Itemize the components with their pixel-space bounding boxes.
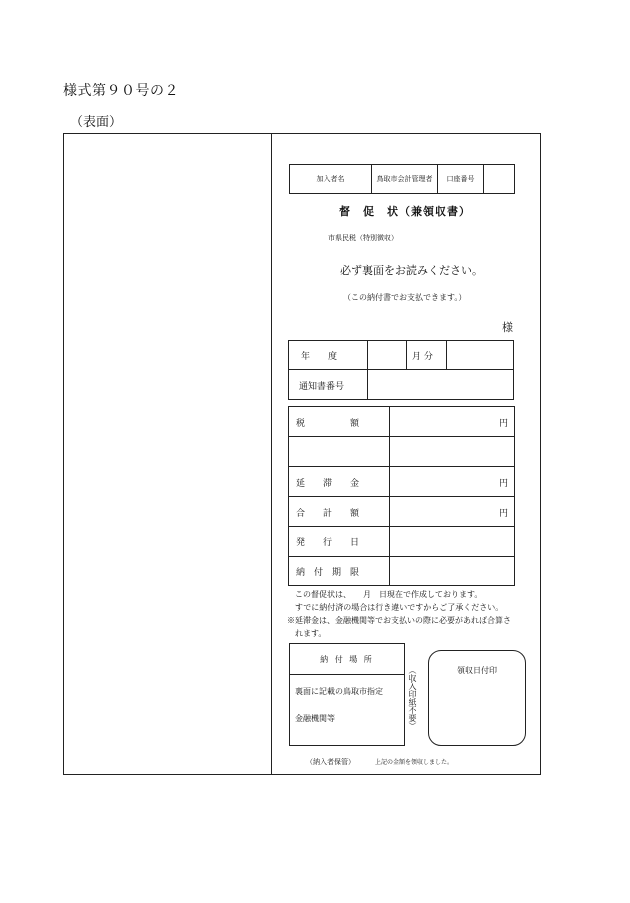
receipt-stamp-label: 領収日付印: [457, 666, 497, 675]
payment-place-box: [289, 643, 405, 746]
note-1: この督促状は、 月 日現在で作成しております。: [295, 590, 483, 599]
accountant-cell: 鳥取市会計管理者: [372, 165, 438, 193]
header-strip: [289, 164, 515, 194]
note-4: れます。: [295, 629, 327, 638]
account-value-cell: [484, 165, 514, 193]
fold-divider: [271, 133, 272, 775]
payer-copy-label: （納入者保管）: [306, 758, 355, 766]
payment-place-line2: 金融機関等: [295, 714, 335, 723]
month-label: 月 分: [412, 352, 433, 362]
late-fee-label: 延 滞 金: [296, 479, 360, 489]
tax-amount-label: 税 額: [296, 419, 360, 429]
late-fee-yen: 円: [498, 479, 508, 489]
form-number: 様式第９０号の２: [63, 83, 179, 99]
year-table: [288, 340, 514, 400]
tax-yen: 円: [498, 419, 508, 429]
payment-place-header: 納 付 場 所: [290, 644, 404, 675]
notice-number-label: 通知書番号: [299, 382, 345, 392]
stamp-exempt-note: （収入印紙不要）: [408, 666, 417, 730]
payment-note: （この納付書でお支払できます。）: [343, 293, 467, 302]
honorific: 様: [502, 321, 513, 334]
note-2: すでに納付済の場合は行き違いですからご了承ください。: [295, 603, 504, 612]
subscriber-name-cell: 加入者名: [290, 165, 372, 193]
account-number-cell: 口座番号: [438, 165, 484, 193]
note-3: ※延滞金は、金融機関等でお支払いの際に必要があれば合算さ: [287, 616, 511, 625]
due-date-label: 納 付 期 限: [296, 568, 360, 578]
total-yen: 円: [498, 509, 508, 519]
payment-place-line1: 裏面に記載の鳥取市指定: [295, 687, 383, 696]
year-label: 年 度: [301, 352, 338, 362]
total-label: 合 計 額: [296, 509, 360, 519]
received-statement: 上記の金額を領収しました。: [375, 759, 454, 766]
read-back-notice: 必ず裏面をお読みください。: [340, 264, 483, 277]
amount-table: [288, 406, 515, 586]
document-title: 督 促 状（兼領収書）: [339, 205, 471, 218]
receipt-stamp-box: [428, 650, 526, 746]
side-label: （表面）: [70, 115, 123, 130]
issue-date-label: 発 行 日: [296, 538, 360, 548]
tax-type: 市県民税（特別徴収）: [328, 234, 398, 242]
